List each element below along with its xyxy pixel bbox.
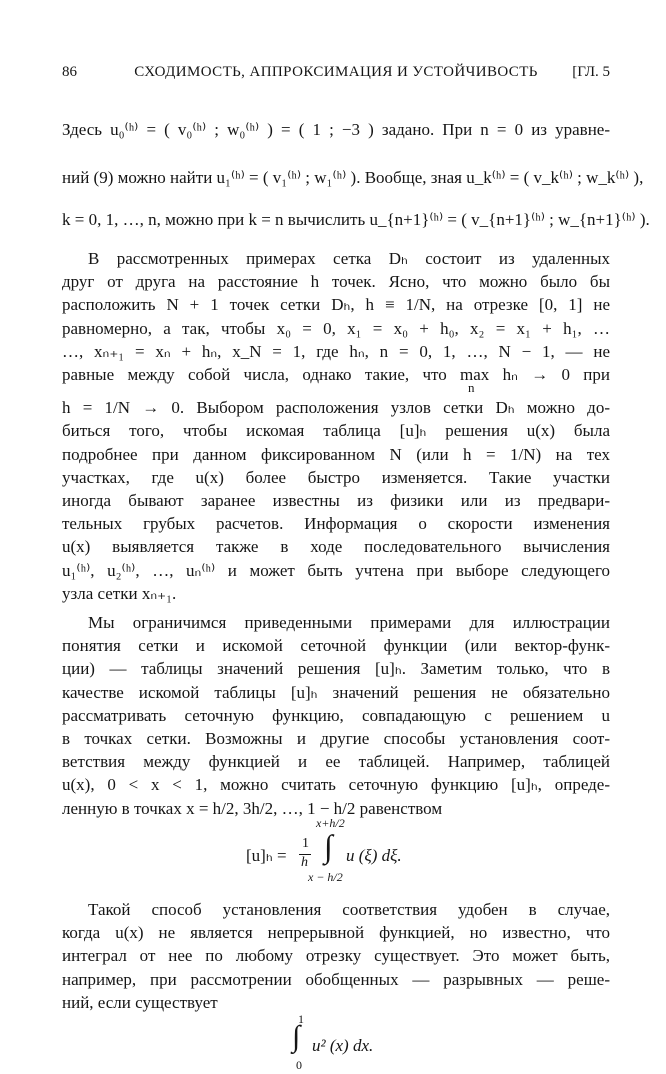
para1-line-11: иногда бывают заранее известны из физики или из предвари- <box>62 491 610 510</box>
para1-line-10: участках, где u(x) более быстро изменяется. Такие участки <box>62 468 610 487</box>
para1-line-3: расположить N + 1 точек сетки Dₕ, h ≡ 1/N, на отрезке [0, 1] не <box>62 295 610 314</box>
para2-line-1: Мы ограничимся приведенными примерами для иллюстрации <box>88 613 610 632</box>
para2-line-8: u(x), 0 < x < 1, можно считать сеточную функцию [u]ₕ, опреде- <box>62 775 610 794</box>
para1-line-5: …, xₙ₊₁ = xₙ + hₙ, x_N = 1, где hₙ, n = 0, 1, …, N − 1, — не <box>62 342 610 361</box>
para2-line-7: ветствия между функцией и ее таблицей. Например, таблицей <box>62 752 610 771</box>
para2-line-4: качестве искомой таблицы [u]ₕ значений решения не обязательно <box>62 683 610 702</box>
formula2-integrand: u² (x) dx. <box>312 1036 374 1055</box>
formula1-lhs: [u]ₕ = <box>246 846 287 865</box>
intro-line-3: k = 0, 1, …, n, можно при k = n вычислить u_{n+1}⁽ʰ⁾ = ( v_{n+1}⁽ʰ⁾ ; w_{n+1}⁽ʰ⁾ ). <box>62 210 650 229</box>
para2-line-5: рассматривать сеточную функцию, совпадающую с решением u <box>62 706 610 725</box>
chapter-label: [ГЛ. 5 <box>572 64 610 80</box>
para3-line-3: интеграл от нее по любому отрезку существует. Это может быть, <box>62 946 610 965</box>
para1-line-1: В рассмотренных примерах сетка Dₕ состоит из удаленных <box>88 249 610 268</box>
para1-line-7: h = 1/N → 0. Выбором расположения узлов сетки Dₕ можно до- <box>62 398 610 417</box>
para1-line-14: u₁⁽ʰ⁾, u₂⁽ʰ⁾, …, uₙ⁽ʰ⁾ и может быть учтена при выборе следующего <box>62 561 610 580</box>
formula1-coef-den: h <box>301 855 308 870</box>
para3-line-2: когда u(x) не является непрерывной функцией, но известно, что <box>62 923 610 942</box>
para3-line-4: например, при рассмотрении обобщенных — разрывных — реше- <box>62 970 610 989</box>
para3-line-1: Такой способ установления соответствия удобен в случае, <box>88 900 610 919</box>
integral-formula-1 <box>246 816 476 888</box>
formula2-upper-limit: 1 <box>298 1012 304 1026</box>
formula1-upper-limit: x+h/2 <box>316 816 345 830</box>
para2-line-2: понятия сетки и искомой сеточной функции (или вектор-функ- <box>62 636 610 655</box>
para1-line-4: равномерно, а так, чтобы x₀ = 0, x₁ = x₀ + h₀, x₂ = x₁ + h₁, … <box>62 319 610 338</box>
para1-line-8: биться того, чтобы искомая таблица [u]ₕ решения u(x) была <box>62 421 610 440</box>
intro-line-1: Здесь u₀⁽ʰ⁾ = ( v₀⁽ʰ⁾ ; w₀⁽ʰ⁾ ) = ( 1 ; −3 ) задано. При n = 0 из уравне- <box>62 120 610 139</box>
formula2-lower-limit: 0 <box>296 1058 302 1072</box>
para1-line-15: узла сетки xₙ₊₁. <box>62 584 177 603</box>
formula1-integral-sign: ∫ <box>324 828 333 864</box>
running-title: СХОДИМОСТЬ, АППРОКСИМАЦИЯ И УСТОЙЧИВОСТЬ <box>134 64 538 80</box>
formula1-lower-limit: x − h/2 <box>308 870 343 884</box>
intro-line-2: ний (9) можно найти u₁⁽ʰ⁾ = ( v₁⁽ʰ⁾ ; w₁⁽ʰ⁾ ). Вообще, зная u_k⁽ʰ⁾ = ( v_k⁽ʰ⁾ ; w_k⁽ʰ⁾ ), <box>62 168 644 187</box>
para1-line-12: тельных грубых расчетов. Информация о скорости изменения <box>62 514 610 533</box>
para1-line-2: друг от друга на расстояние h точек. Ясно, что можно было бы <box>62 272 610 291</box>
para2-line-9: ленную в точках x = h/2, 3h/2, …, 1 − h/2 равенством <box>62 799 443 818</box>
max-subscript: n <box>468 380 475 395</box>
page-number: 86 <box>62 64 77 80</box>
formula1-coef-num: 1 <box>302 836 309 851</box>
formula2-integral-sign: ∫ <box>292 1020 301 1053</box>
para1-line-13: u(x) выявляется также в ходе последовательного вычисления <box>62 537 610 556</box>
para2-line-6: в точках сетки. Возможны и другие способы установления соот- <box>62 729 610 748</box>
integral-formula-2 <box>290 1012 410 1074</box>
para1-line-6: равные между собой числа, однако такие, что max hₙ → 0 при <box>62 365 610 384</box>
para1-line-9: подробнее при данном фиксированном N (или h = 1/N) на тех <box>62 445 610 464</box>
running-header <box>62 64 610 86</box>
para3-line-5: ний, если существует <box>62 993 218 1012</box>
formula1-integrand: u (ξ) dξ. <box>346 846 402 865</box>
para2-line-3: ции) — таблицы значений решения [u]ₕ. Заметим только, что в <box>62 659 610 678</box>
